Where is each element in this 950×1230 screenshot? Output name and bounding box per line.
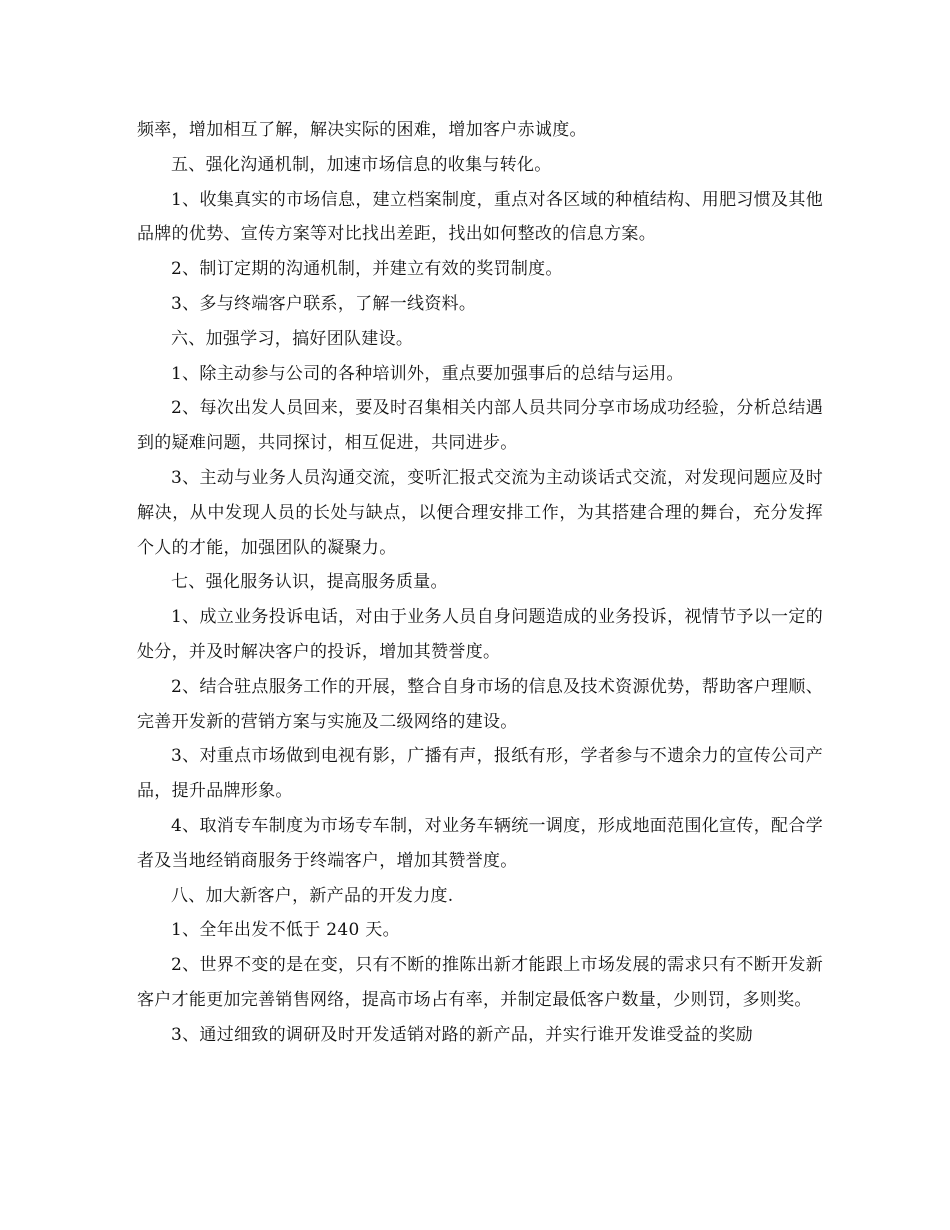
paragraph: 1、除主动参与公司的各种培训外，重点要加强事后的总结与运用。: [171, 363, 684, 384]
paragraph: 3、对重点市场做到电视有影，广播有声，报纸有形，学者参与不遗余力的宣传公司产品，提升品牌形象。: [137, 746, 823, 802]
paragraph: 1、成立业务投诉电话，对由于业务人员自身问题造成的业务投诉，视情节予以一定的处分，并及时解决客户的投诉，增加其赞誉度。: [137, 607, 823, 662]
section-heading-7: 七、强化服务认识，提高服务质量。: [171, 572, 448, 593]
section-heading-6: 六、加强学习，搞好团队建设。: [171, 328, 414, 349]
paragraph: 3、主动与业务人员沟通交流，变听汇报式交流为主动谈话式交流，对发现问题应及时解决，从中发现人员的长处与缺点，以便合理安排工作，为其搭建合理的舞台，充分发挥个人的才能，加强团队的凝聚力。: [137, 467, 823, 558]
section-heading-8: 八、加大新客户，新产品的开发力度.: [171, 885, 454, 906]
paragraph: 2、世界不变的是在变，只有不断的推陈出新才能跟上市场发展的需求只有不断开发新客户才能更加完善销售网络，提高市场占有率，并制定最低客户数量，少则罚，多则奖。: [137, 955, 823, 1010]
paragraph: 频率，增加相互了解，解决实际的困难，增加客户赤诚度。: [137, 120, 587, 140]
document-body: [137, 113, 823, 1053]
section-heading-5: 五、强化沟通机制，加速市场信息的收集与转化。: [171, 154, 552, 175]
paragraph: 3、通过细致的调研及时开发适销对路的新产品，并实行谁开发谁受益的奖励: [171, 1024, 754, 1045]
paragraph: 1、收集真实的市场信息，建立档案制度，重点对各区域的种植结构、用肥习惯及其他品牌的优势、宣传方案等对比找出差距，找出如何整改的信息方案。: [137, 189, 823, 245]
paragraph: 2、结合驻点服务工作的开展，整合自身市场的信息及技术资源优势，帮助客户理顺、完善开发新的营销方案与实施及二级网络的建设。: [137, 676, 823, 732]
paragraph: 4、取消专车制度为市场专车制，对业务车辆统一调度，形成地面范围化宣传，配合学者及当地经销商服务于终端客户，增加其赞誉度。: [137, 815, 823, 871]
paragraph: 1、全年出发不低于 240 天。: [171, 920, 400, 941]
paragraph: 3、多与终端客户联系，了解一线资料。: [171, 293, 477, 314]
paragraph: 2、制订定期的沟通机制，并建立有效的奖罚制度。: [171, 259, 563, 280]
paragraph: 2、每次出发人员回来，要及时召集相关内部人员共同分享市场成功经验，分析总结遇到的疑难问题，共同探讨，相互促进，共同进步。: [137, 398, 823, 454]
